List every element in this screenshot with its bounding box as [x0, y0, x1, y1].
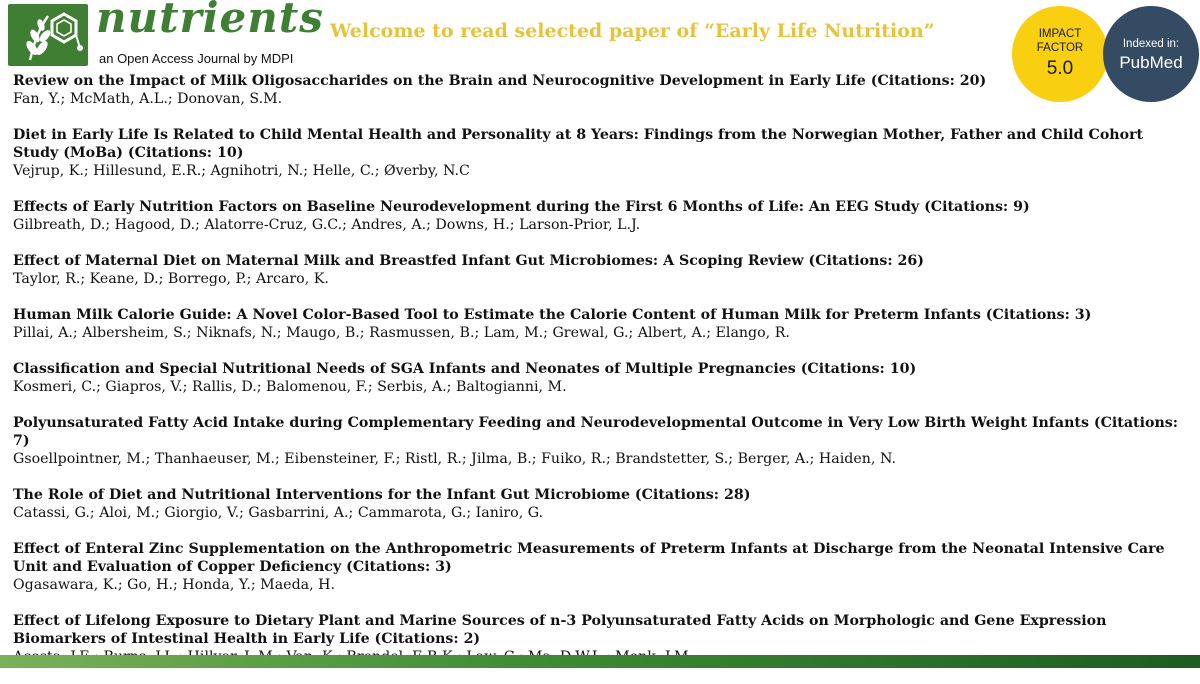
paper-authors: Catassi, G.; Aloi, M.; Giorgio, V.; Gasbarrini, A.; Cammarota, G.; Ianiro, G. — [13, 505, 544, 521]
paper-title[interactable]: Classification and Special Nutritional Needs of SGA Infants and Neonates of Multiple Pregnancies (Citations: 10) — [13, 361, 917, 377]
paper-authors: Pillai, A.; Albersheim, S.; Niknafs, N.; Maugo, B.; Rasmussen, B.; Lam, M.; Grewal, G.; Albert, A.; Elango, R. — [13, 325, 790, 341]
paper-title[interactable]: The Role of Diet and Nutritional Interventions for the Infant Gut Microbiome (Citations: 28) — [13, 487, 751, 503]
paper-item — [13, 306, 1188, 342]
paper-item — [13, 198, 1188, 234]
footer-gradient-bar — [0, 655, 1200, 668]
paper-item — [13, 540, 1188, 594]
paper-title[interactable]: Polyunsaturated Fatty Acid Intake during Complementary Feeding and Neurodevelopmental Outcome in Very Low Birth Weight Infants (Citations: 7) — [13, 415, 1178, 449]
paper-title[interactable]: Diet in Early Life Is Related to Child Mental Health and Personality at 8 Years: Findings from the Norwegian Mother, Father and Child Cohort Study (MoBa) (Citations: 10) — [13, 127, 1144, 161]
paper-title[interactable]: Human Milk Calorie Guide: A Novel Color-Based Tool to Estimate the Calorie Content of Human Milk for Preterm Infants (Citations: 3) — [13, 307, 1092, 323]
paper-list — [13, 72, 1188, 684]
paper-item — [13, 252, 1188, 288]
paper-authors: Taylor, R.; Keane, D.; Borrego, P.; Arcaro, K. — [13, 271, 329, 287]
paper-title[interactable]: Effect of Lifelong Exposure to Dietary Plant and Marine Sources of n-3 Polyunsaturated Fatty Acids on Morphologic and Gene Expression Biomarkers of Intestinal Health in Early Life (Citations: 2) — [13, 613, 1107, 647]
journal-brand-name: nutrients — [96, 0, 324, 42]
logo-graphic — [8, 4, 88, 66]
paper-authors: Vejrup, K.; Hillesund, E.R.; Agnihotri, N.; Helle, C.; Øverby, N.C — [13, 163, 470, 179]
journal-tagline: an Open Access Journal by MDPI — [99, 51, 294, 66]
paper-title[interactable]: Review on the Impact of Milk Oligosaccharides on the Brain and Neurocognitive Development in Early Life (Citations: 20) — [13, 73, 987, 89]
paper-authors: Ogasawara, K.; Go, H.; Honda, Y.; Maeda, H. — [13, 577, 336, 593]
paper-title[interactable]: Effects of Early Nutrition Factors on Baseline Neurodevelopment during the First 6 Months of Life: An EEG Study (Citations: 9) — [13, 199, 1030, 215]
paper-item — [13, 414, 1188, 468]
pubmed-badge-label: Indexed in: — [1122, 38, 1180, 50]
paper-authors: Gilbreath, D.; Hagood, D.; Alatorre-Cruz, G.C.; Andres, A.; Downs, H.; Larson-Prior, L.J. — [13, 217, 641, 233]
paper-item — [13, 126, 1188, 180]
impact-factor-label: IMPACT FACTOR — [1036, 28, 1084, 54]
paper-item — [13, 360, 1188, 396]
pubmed-badge-value: PubMed — [1119, 53, 1183, 72]
impact-factor-value: 5.0 — [1046, 58, 1074, 79]
paper-title[interactable]: Effect of Enteral Zinc Supplementation on the Anthropometric Measurements of Preterm Infants at Discharge from the Neonatal Intensive Care Unit and Evaluation of Copper Deficiency (Citations: 3) — [13, 541, 1165, 575]
paper-authors: Gsoellpointner, M.; Thanhaeuser, M.; Eibensteiner, F.; Ristl, R.; Jilma, B.; Fuiko, R.; Brandstetter, S.; Berger, A.; Haiden, N. — [13, 451, 896, 467]
paper-authors: Kosmeri, C.; Giapros, V.; Rallis, D.; Balomenou, F.; Serbis, A.; Baltogianni, M. — [13, 379, 567, 395]
paper-authors: Fan, Y.; McMath, A.L.; Donovan, S.M. — [13, 91, 283, 107]
nutrients-leaf-logo-icon — [8, 4, 88, 66]
paper-item — [13, 486, 1188, 522]
paper-item — [13, 72, 1188, 108]
paper-title[interactable]: Effect of Maternal Diet on Maternal Milk and Breastfed Infant Gut Microbiomes: A Scoping Review (Citations: 26) — [13, 253, 924, 269]
welcome-heading: Welcome to read selected paper of “Early Life Nutrition” — [330, 20, 935, 42]
